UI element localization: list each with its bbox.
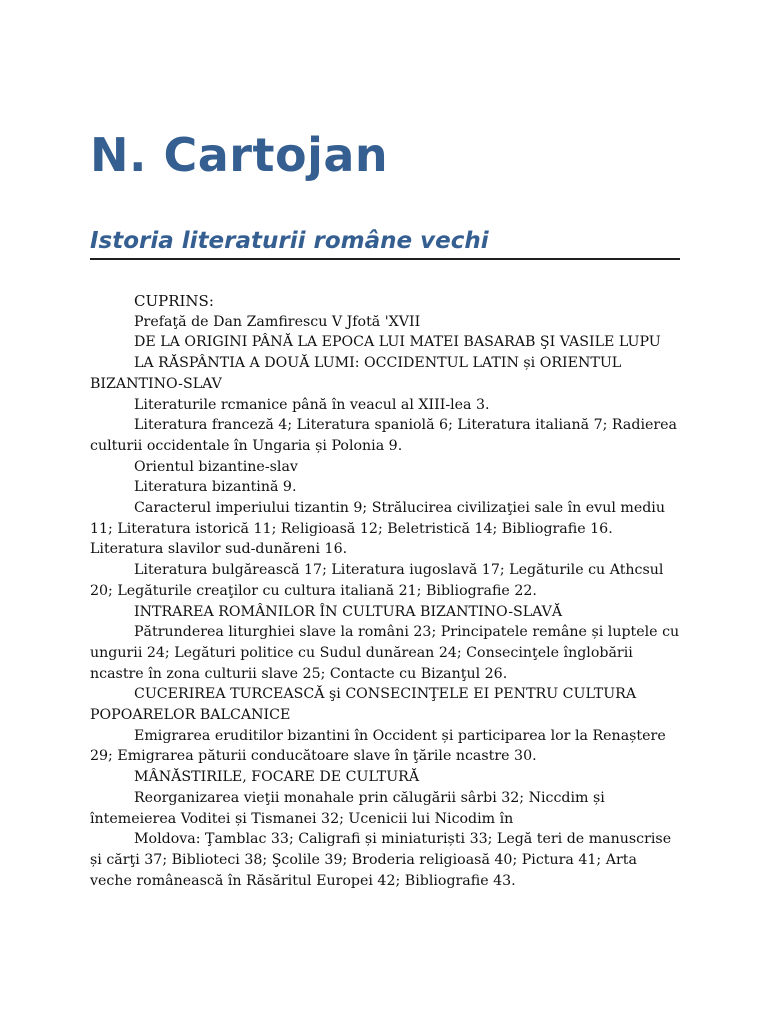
toc-line: Literatura bizantină 9.	[134, 479, 297, 496]
book-title: Istoria literaturii române vechi	[90, 228, 680, 260]
toc-line: Caracterul imperiului tizantin 9; Strălucirea civilizaţiei sale în evul mediu 11; Literatura istorică 11; Religioasă 12; Beletristică 14; Bibliografie 16. Literatura slavilor sud-dunăreni 16.	[90, 500, 665, 558]
toc-section-heading: CUCERIREA TURCEASCĂ şi CONSECINŢELE EI PENTRU CULTURA POPOARELOR BALCANICE	[90, 686, 637, 724]
toc-section-heading: LA RĂSPÂNTIA A DOUĂ LUMI: OCCIDENTUL LATIN și ORIENTUL BIZANTINO-SLAV	[90, 355, 622, 392]
toc-line: Literatura franceză 4; Literatura spaniolă 6; Literatura italiană 7; Radierea culturii occidentale în Ungaria și Polonia 9.	[90, 417, 678, 454]
toc-section-heading: DE LA ORIGINI PÂNĂ LA EPOCA LUI MATEI BASARAB ŞI VASILE LUPU	[134, 334, 661, 351]
toc-line: Orientul bizantine-slav	[134, 458, 298, 475]
toc-section-heading: MÂNĂSTIRILE, FOCARE DE CULTURĂ	[134, 769, 420, 786]
toc-line: Reorganizarea vieţii monahale prin călugării sârbi 32; Niccdim și întemeierea Voditei și Tismanei 32; Ucenicii lui Nicodim în	[90, 789, 605, 827]
toc-section-heading: INTRAREA ROMÂNILOR ÎN CULTURA BIZANTINO-SLAVĂ	[134, 603, 563, 620]
toc-line: Moldova: Ţamblac 33; Caligrafi și miniaturiști 33; Legă teri de manuscrise și cărţi 37; Biblioteci 38; Şcolile 39; Broderia religioasă 40; Pictura 41; Arta veche românească în Răsăritul Europei 42; Bibliografie 43.	[90, 831, 672, 889]
author-name: N. Cartojan	[90, 128, 389, 182]
toc-line: Pătrunderea liturghiei slave la români 23; Principatele remâne și luptele cu ungurii 24; Legături politice cu Sudul dunărean 24; Consecinţele înglobării ncastre în zona culturii slave 25; Contacte cu Bizanţul 26.	[90, 624, 680, 682]
toc-line: Prefaţă de Dan Zamfirescu V Jfotă 'XVII	[134, 313, 421, 330]
toc-line: Literatura bulgărească 17; Literatura iugoslavă 17; Legăturile cu Athcsul 20; Legăturile creaţilor cu cultura italiană 21; Bibliografie 22.	[90, 562, 664, 599]
toc-line: Literaturile rcmanice până în veacul al XIII-lea 3.	[134, 396, 490, 413]
table-of-contents	[90, 291, 682, 891]
toc-heading: CUPRINS:	[134, 292, 214, 310]
toc-line: Emigrarea eruditilor bizantini în Occident și participarea lor la Renaștere 29; Emigrarea păturii conducătoare slave în ţările ncastre 30.	[90, 727, 666, 765]
